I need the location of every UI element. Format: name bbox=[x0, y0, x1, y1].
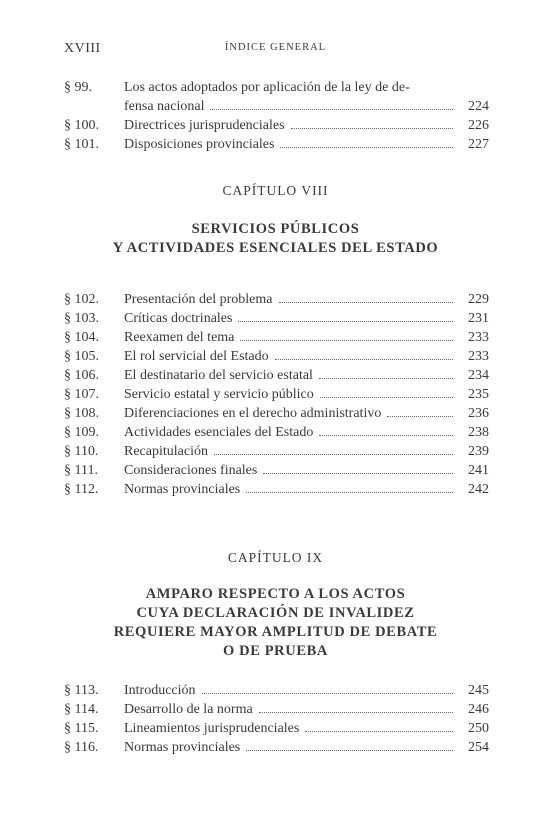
chapter-label: CAPÍTULO IX bbox=[227, 550, 324, 565]
dot-leader bbox=[319, 434, 453, 436]
entry-title: El rol servicial del Estado bbox=[124, 349, 269, 364]
toc-entry bbox=[64, 78, 489, 116]
dot-leader bbox=[387, 415, 453, 417]
entry-title: Normas provinciales bbox=[124, 482, 241, 497]
entry-title: Actividades esenciales del Estado bbox=[124, 425, 314, 440]
toc-entry bbox=[64, 700, 489, 719]
entry-title: Recapitulación bbox=[124, 444, 208, 459]
page-ref: 241 bbox=[468, 463, 489, 478]
toc-entry bbox=[64, 461, 489, 480]
page-ref: 224 bbox=[468, 99, 489, 114]
toc-entry bbox=[64, 290, 489, 309]
dot-leader bbox=[263, 472, 453, 474]
section-number: § 110. bbox=[64, 444, 99, 459]
chapter-title-line: REQUIERE MAYOR AMPLITUD DE DEBATE bbox=[113, 624, 438, 640]
entry-title: Normas provinciales bbox=[124, 740, 241, 755]
toc-entry bbox=[64, 116, 489, 135]
dot-leader bbox=[246, 749, 453, 751]
page-number: XVIII bbox=[64, 41, 101, 56]
page-ref: 226 bbox=[468, 118, 489, 133]
page-ref: 254 bbox=[468, 740, 489, 755]
entry-title: Críticas doctrinales bbox=[124, 311, 233, 326]
toc-entry bbox=[64, 366, 489, 385]
running-title: ÍNDICE GENERAL bbox=[224, 42, 327, 53]
page-ref: 234 bbox=[468, 368, 489, 383]
toc-entry bbox=[64, 480, 489, 499]
page-ref: 229 bbox=[468, 292, 489, 307]
section-number: § 108. bbox=[64, 406, 99, 421]
toc-entry bbox=[64, 309, 489, 328]
entry-title: Consideraciones finales bbox=[124, 463, 258, 478]
dot-leader bbox=[320, 396, 453, 398]
entry-title: Disposiciones provinciales bbox=[124, 137, 275, 152]
section-number: § 111. bbox=[64, 463, 98, 478]
entry-title-line1: Los actos adoptados por aplicación de la ley de de- bbox=[124, 80, 410, 95]
chapter-title bbox=[64, 585, 487, 661]
section-number: § 113. bbox=[64, 683, 99, 698]
dot-leader bbox=[319, 377, 453, 379]
toc-entry bbox=[64, 681, 489, 700]
page-ref: 239 bbox=[468, 444, 489, 459]
chapter-label: CAPÍTULO VIII bbox=[222, 183, 329, 198]
page-ref: 233 bbox=[468, 330, 489, 345]
page-ref: 242 bbox=[468, 482, 489, 497]
toc-list-chapter8 bbox=[64, 290, 489, 499]
chapter-title-line: O DE PRUEBA bbox=[223, 643, 328, 659]
toc-entry bbox=[64, 423, 489, 442]
dot-leader bbox=[210, 108, 453, 110]
toc-entry bbox=[64, 719, 489, 738]
page-ref: 233 bbox=[468, 349, 489, 364]
dot-leader bbox=[305, 730, 453, 732]
entry-title: Diferenciaciones en el derecho administrativo bbox=[124, 406, 382, 421]
entry-title: Reexamen del tema bbox=[124, 330, 235, 345]
page-ref: 231 bbox=[468, 311, 489, 326]
page-ref: 245 bbox=[468, 683, 489, 698]
entry-title: El destinatario del servicio estatal bbox=[124, 368, 313, 383]
toc-entry bbox=[64, 135, 489, 154]
section-number: § 101. bbox=[64, 137, 99, 152]
entry-title: Presentación del problema bbox=[124, 292, 273, 307]
page-header bbox=[64, 41, 487, 59]
dot-leader bbox=[246, 491, 453, 493]
section-number: § 103. bbox=[64, 311, 99, 326]
section-number: § 115. bbox=[64, 721, 99, 736]
page-ref: 236 bbox=[468, 406, 489, 421]
entry-title-line2: fensa nacional bbox=[124, 99, 205, 114]
dot-leader bbox=[240, 339, 453, 341]
section-number: § 112. bbox=[64, 482, 99, 497]
dot-leader bbox=[275, 358, 453, 360]
entry-title: Introducción bbox=[124, 683, 196, 698]
entry-title: Lineamientos jurisprudenciales bbox=[124, 721, 300, 736]
toc-entry bbox=[64, 347, 489, 366]
section-number: § 116. bbox=[64, 740, 99, 755]
chapter-title-line: AMPARO RESPECTO A LOS ACTOS bbox=[145, 586, 406, 602]
page-ref: 235 bbox=[468, 387, 489, 402]
section-number: § 107. bbox=[64, 387, 99, 402]
chapter-title-line: CUYA DECLARACIÓN DE INVALIDEZ bbox=[136, 605, 415, 621]
chapter-title bbox=[64, 220, 487, 258]
entry-title: Directrices jurisprudenciales bbox=[124, 118, 285, 133]
dot-leader bbox=[259, 711, 453, 713]
entry-title: Desarrollo de la norma bbox=[124, 702, 253, 717]
dot-leader bbox=[280, 146, 453, 148]
toc-entry bbox=[64, 738, 489, 757]
toc-entry bbox=[64, 442, 489, 461]
section-number: § 100. bbox=[64, 118, 99, 133]
section-number: § 109. bbox=[64, 425, 99, 440]
section-number: § 102. bbox=[64, 292, 99, 307]
section-number: § 114. bbox=[64, 702, 99, 717]
chapter-title-line: Y ACTIVIDADES ESENCIALES DEL ESTADO bbox=[112, 240, 439, 256]
entry-title: Servicio estatal y servicio público bbox=[124, 387, 314, 402]
section-number: § 99. bbox=[64, 80, 92, 95]
toc-entry bbox=[64, 328, 489, 347]
toc-list-top bbox=[64, 78, 489, 154]
page-ref: 227 bbox=[468, 137, 489, 152]
page-ref: 238 bbox=[468, 425, 489, 440]
dot-leader bbox=[238, 320, 453, 322]
toc-entry bbox=[64, 404, 489, 423]
toc-entry bbox=[64, 385, 489, 404]
page-ref: 250 bbox=[468, 721, 489, 736]
chapter-title-line: SERVICIOS PÚBLICOS bbox=[191, 221, 360, 237]
dot-leader bbox=[214, 453, 453, 455]
section-number: § 105. bbox=[64, 349, 99, 364]
dot-leader bbox=[291, 127, 453, 129]
section-number: § 106. bbox=[64, 368, 99, 383]
dot-leader bbox=[279, 301, 453, 303]
section-number: § 104. bbox=[64, 330, 99, 345]
dot-leader bbox=[202, 692, 453, 694]
toc-list-chapter9 bbox=[64, 681, 489, 757]
page-ref: 246 bbox=[468, 702, 489, 717]
